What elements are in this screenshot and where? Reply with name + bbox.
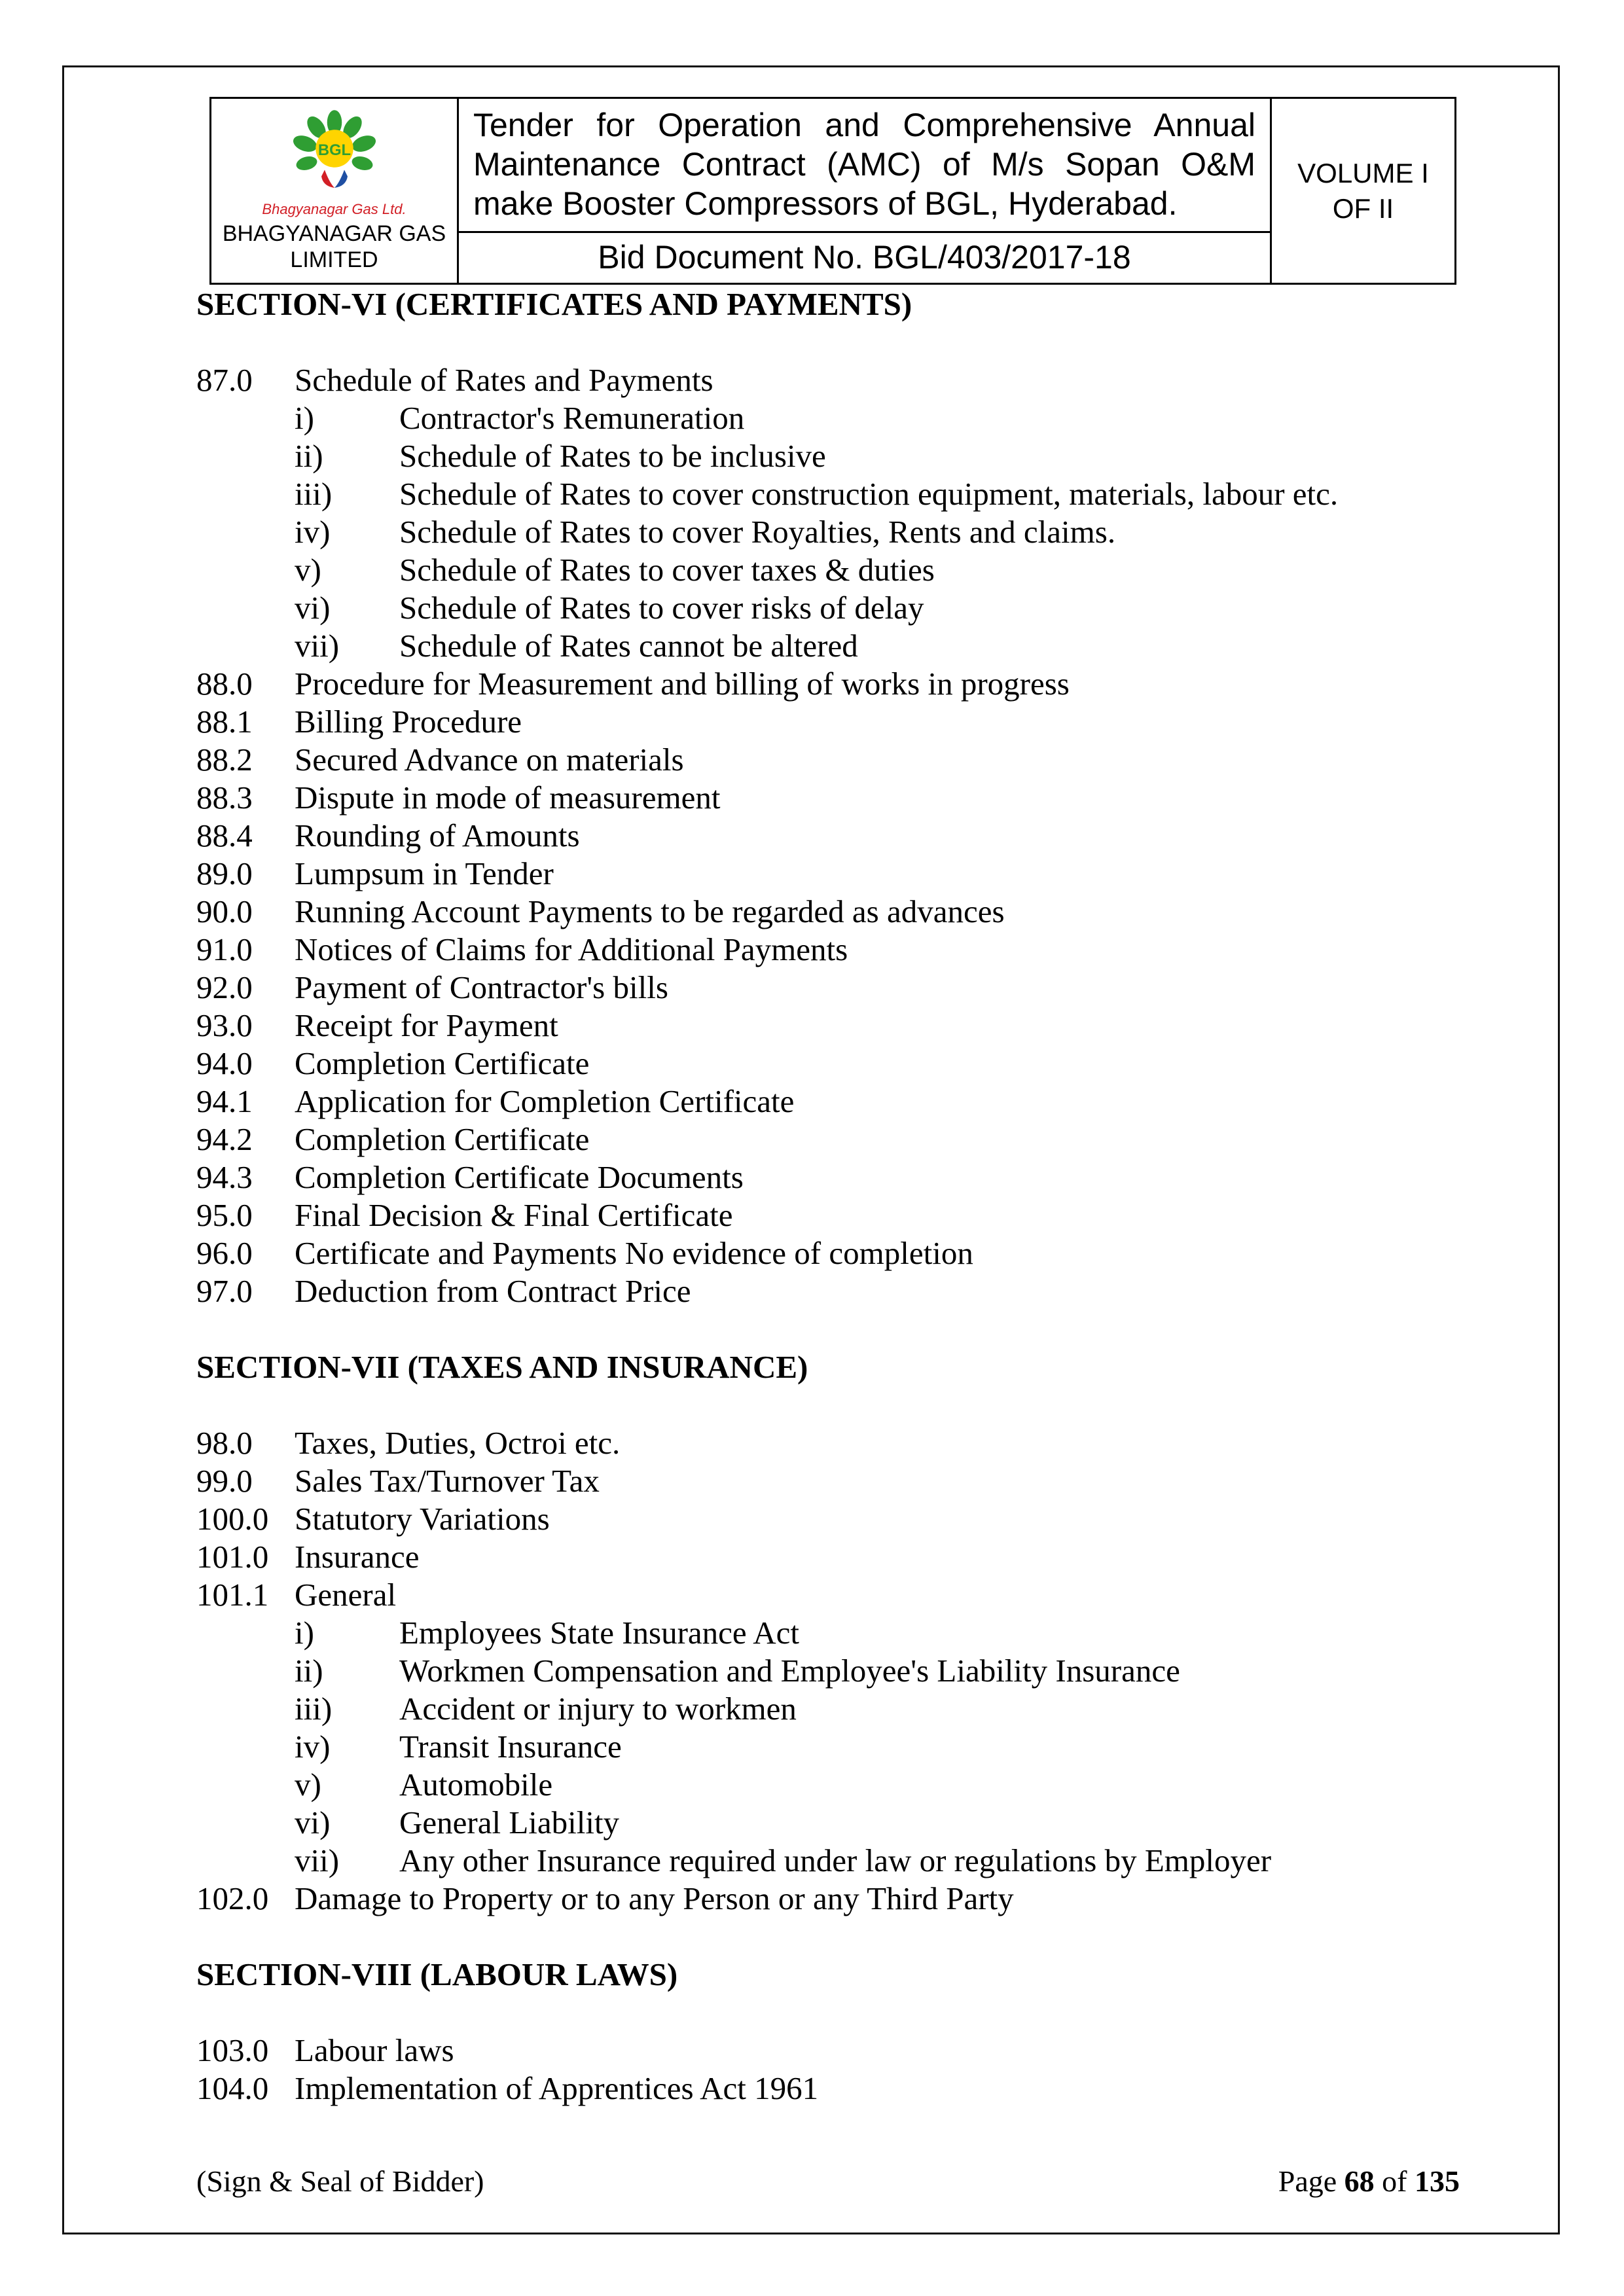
toc-item <box>196 1576 1460 1614</box>
toc-item-label: Dispute in mode of measurement <box>295 780 721 816</box>
toc-item <box>196 703 1460 741</box>
toc-subitem-numeral: vi) <box>295 590 331 626</box>
toc-item <box>196 969 1460 1007</box>
section-heading: SECTION-VI (CERTIFICATES AND PAYMENTS) <box>196 286 912 322</box>
toc-subitem-numeral: vii) <box>295 1842 340 1878</box>
toc-item-number: 88.0 <box>196 666 253 702</box>
toc-subitem <box>196 437 1460 475</box>
toc-subitem-numeral: ii) <box>295 438 323 474</box>
toc-item-label: General <box>295 1577 397 1613</box>
toc-item-number: 88.4 <box>196 817 253 853</box>
toc-subitem-label: Contractor's Remuneration <box>399 400 745 436</box>
section-heading: SECTION-VIII (LABOUR LAWS) <box>196 1956 678 1992</box>
toc-item-label: Lumpsum in Tender <box>295 855 554 891</box>
toc-item-number: 101.1 <box>196 1577 269 1613</box>
toc-item <box>196 1880 1460 1918</box>
toc-item-label: Application for Completion Certificate <box>295 1083 795 1119</box>
toc-subitem <box>196 551 1460 589</box>
toc-subitem <box>196 1652 1460 1690</box>
toc-subitem-label: Schedule of Rates to cover risks of delay <box>399 590 924 626</box>
toc-item-label: Receipt for Payment <box>295 1007 558 1043</box>
toc-subitem-label: Schedule of Rates cannot be altered <box>399 628 858 664</box>
toc-subitem-label: Any other Insurance required under law or regulations by Employer <box>399 1842 1272 1878</box>
toc-item <box>196 893 1460 931</box>
toc-item <box>196 1045 1460 1083</box>
toc-item <box>196 361 1460 399</box>
toc-item-label: Completion Certificate Documents <box>295 1159 744 1195</box>
toc-subitem <box>196 513 1460 551</box>
toc-item <box>196 1500 1460 1538</box>
toc-subitem-numeral: vi) <box>295 1804 331 1840</box>
toc-item-number: 92.0 <box>196 969 253 1005</box>
toc-item <box>196 1538 1460 1576</box>
toc-subitem-numeral: iv) <box>295 1729 331 1765</box>
tender-title <box>459 99 1270 227</box>
toc-item-number: 102.0 <box>196 1880 269 1916</box>
toc-subitem-numeral: v) <box>295 1767 321 1803</box>
toc-subitem-numeral: iii) <box>295 476 333 512</box>
toc-subitem-label: Transit Insurance <box>399 1729 622 1765</box>
toc-subitem-label: Workmen Compensation and Employee's Liability Insurance <box>399 1653 1180 1689</box>
toc-item <box>196 1196 1460 1234</box>
volume-cell <box>1270 99 1454 283</box>
toc-subitem-numeral: iv) <box>295 514 331 550</box>
toc-subitem-label: Schedule of Rates to be inclusive <box>399 438 826 474</box>
toc-item-label: Rounding of Amounts <box>295 817 580 853</box>
tender-title-line1: Tender for Operation and Comprehensive Annual <box>473 107 1255 143</box>
toc-subitem-label: Schedule of Rates to cover construction equipment, materials, labour etc. <box>399 476 1339 512</box>
toc-item-number: 93.0 <box>196 1007 253 1043</box>
volume-line1: VOLUME I <box>1297 157 1429 188</box>
toc-item-label: Sales Tax/Turnover Tax <box>295 1463 600 1499</box>
toc-subitem <box>196 1690 1460 1728</box>
toc-item-label: Implementation of Apprentices Act 1961 <box>295 2070 819 2106</box>
toc-subitem-label: General Liability <box>399 1804 620 1840</box>
toc-item-number: 100.0 <box>196 1501 269 1537</box>
document-header <box>209 97 1456 285</box>
toc-subitem-label: Schedule of Rates to cover taxes & duties <box>399 552 935 588</box>
toc-item-number: 104.0 <box>196 2070 269 2106</box>
logo-abbr: BGL <box>317 141 351 159</box>
toc-item-number: 99.0 <box>196 1463 253 1499</box>
toc-subitem-label: Automobile <box>399 1767 553 1803</box>
of-word: of <box>1382 2164 1407 2198</box>
toc-subitem <box>196 399 1460 437</box>
sign-seal-note: (Sign & Seal of Bidder) <box>196 2164 484 2198</box>
toc-item-label: Completion Certificate <box>295 1045 590 1081</box>
toc-subitem <box>196 627 1460 665</box>
toc-item-number: 88.1 <box>196 704 253 740</box>
toc-subitem <box>196 1766 1460 1804</box>
toc-item-number: 94.3 <box>196 1159 253 1195</box>
toc-item <box>196 1234 1460 1272</box>
toc-item-label: Notices of Claims for Additional Payments <box>295 931 848 967</box>
toc-item-number: 94.0 <box>196 1045 253 1081</box>
toc-subitem-label: Accident or injury to workmen <box>399 1691 797 1727</box>
toc-item <box>196 1158 1460 1196</box>
toc-item <box>196 1272 1460 1310</box>
toc-item-label: Final Decision & Final Certificate <box>295 1197 733 1233</box>
toc-item-label: Procedure for Measurement and billing of works in progress <box>295 666 1070 702</box>
toc-subitem-label: Employees State Insurance Act <box>399 1615 799 1651</box>
company-name-line2: LIMITED <box>290 247 378 272</box>
toc-item-number: 97.0 <box>196 1273 253 1309</box>
toc-item-number: 103.0 <box>196 2032 269 2068</box>
toc-item-number: 94.1 <box>196 1083 253 1119</box>
toc <box>196 285 1460 2108</box>
toc-item-label: Certificate and Payments No evidence of completion <box>295 1235 973 1271</box>
toc-item-number: 90.0 <box>196 893 253 929</box>
toc-item <box>196 1083 1460 1121</box>
toc-item <box>196 1121 1460 1158</box>
toc-item-number: 96.0 <box>196 1235 253 1271</box>
toc-subitem-numeral: ii) <box>295 1653 323 1689</box>
company-name-line1: BHAGYANAGAR GAS <box>222 221 446 246</box>
toc-subitem-numeral: v) <box>295 552 321 588</box>
toc-item-number: 88.2 <box>196 742 253 778</box>
toc-subitem-numeral: iii) <box>295 1691 333 1727</box>
toc-item <box>196 665 1460 703</box>
toc-item-label: Billing Procedure <box>295 704 522 740</box>
toc-item <box>196 855 1460 893</box>
toc-item <box>196 2070 1460 2108</box>
toc-subitem <box>196 475 1460 513</box>
toc-subitem <box>196 1842 1460 1880</box>
toc-item-label: Secured Advance on materials <box>295 742 684 778</box>
toc-item-label: Labour laws <box>295 2032 454 2068</box>
page-word: Page <box>1278 2164 1337 2198</box>
toc-item-number: 87.0 <box>196 362 253 398</box>
toc-item-label: Schedule of Rates and Payments <box>295 362 713 398</box>
toc-item-number: 88.3 <box>196 780 253 816</box>
page-footer <box>196 2163 1460 2200</box>
toc-item <box>196 931 1460 969</box>
toc-subitem <box>196 589 1460 627</box>
bgl-logo-icon <box>285 109 384 201</box>
toc-subitem-numeral: vii) <box>295 628 340 664</box>
toc-item-number: 89.0 <box>196 855 253 891</box>
page-indicator <box>1278 2163 1460 2200</box>
toc-subitem <box>196 1804 1460 1842</box>
toc-item <box>196 2032 1460 2070</box>
toc-item-number: 91.0 <box>196 931 253 967</box>
toc-item-label: Completion Certificate <box>295 1121 590 1157</box>
toc-item <box>196 1007 1460 1045</box>
title-cell <box>459 99 1270 283</box>
toc-item-number: 95.0 <box>196 1197 253 1233</box>
toc-item <box>196 1462 1460 1500</box>
toc-item-label: Running Account Payments to be regarded as advances <box>295 893 1005 929</box>
logo-tagline: Bhagyanagar Gas Ltd. <box>262 200 406 217</box>
toc-item-label: Deduction from Contract Price <box>295 1273 691 1309</box>
company-name <box>223 221 446 273</box>
toc-item <box>196 817 1460 855</box>
toc-subitem-numeral: i) <box>295 400 314 436</box>
toc-item <box>196 741 1460 779</box>
toc-subitem-label: Schedule of Rates to cover Royalties, Rents and claims. <box>399 514 1116 550</box>
toc-item-number: 94.2 <box>196 1121 253 1157</box>
page-number: 68 <box>1344 2164 1375 2198</box>
tender-title-line2: Maintenance Contract (AMC) of M/s Sopan O&M <box>473 146 1255 183</box>
toc-item <box>196 1424 1460 1462</box>
tender-title-line3: make Booster Compressors of BGL, Hyderabad. <box>473 185 1178 222</box>
toc-item-label: Damage to Property or to any Person or any Third Party <box>295 1880 1014 1916</box>
logo-cell <box>211 99 459 283</box>
toc-item <box>196 779 1460 817</box>
toc-item-label: Taxes, Duties, Octroi etc. <box>295 1425 621 1461</box>
toc-item-label: Statutory Variations <box>295 1501 550 1537</box>
volume-line2: OF II <box>1332 192 1394 224</box>
toc-item-number: 101.0 <box>196 1539 269 1575</box>
toc-item-number: 98.0 <box>196 1425 253 1461</box>
section-heading: SECTION-VII (TAXES AND INSURANCE) <box>196 1349 808 1385</box>
bid-document-number: Bid Document No. BGL/403/2017-18 <box>459 231 1270 283</box>
toc-subitem-numeral: i) <box>295 1615 314 1651</box>
toc-subitem <box>196 1728 1460 1766</box>
toc-item-label: Payment of Contractor's bills <box>295 969 668 1005</box>
page-total: 135 <box>1415 2164 1460 2198</box>
toc-item-label: Insurance <box>295 1539 420 1575</box>
toc-subitem <box>196 1614 1460 1652</box>
